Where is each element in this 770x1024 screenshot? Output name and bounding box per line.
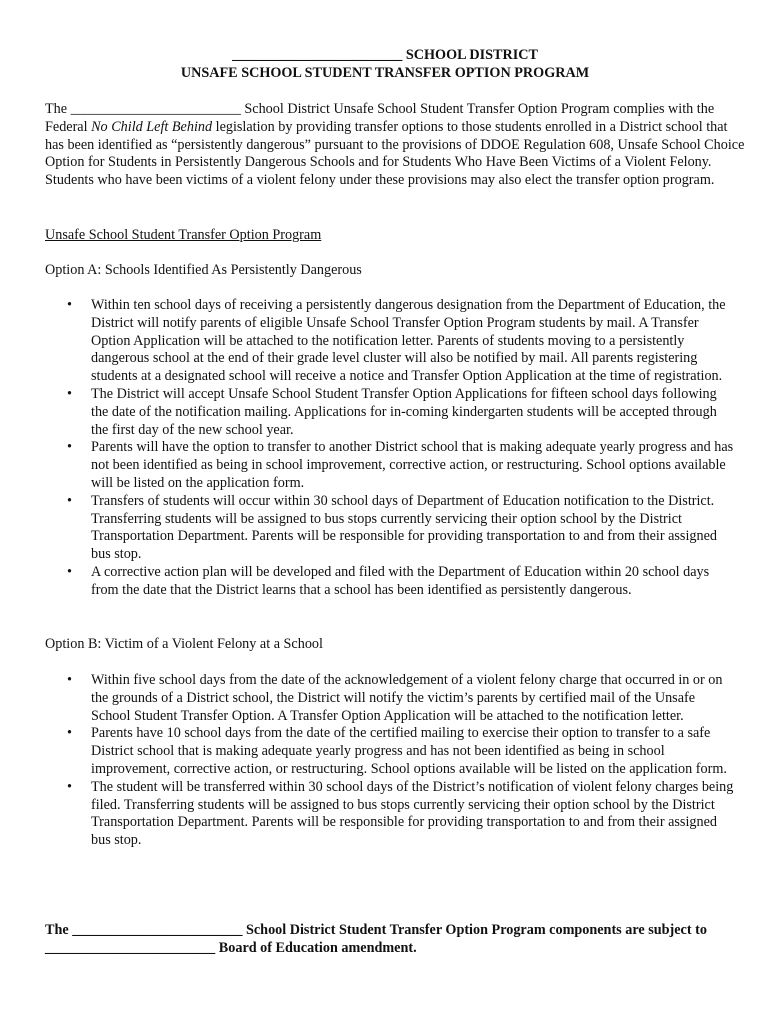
list-item-text: The District will accept Unsafe School Student Transfer Option Applications for fifteen school days following the date of the notification mailing. Applications for in-coming kindergarten students will be accepted through the first day of the new school year.	[91, 385, 717, 438]
list-item-text: The student will be transferred within 30 school days of the District’s notification of violent felony charges being filed. Transferring students will be assigned to bus stops currently servicing their option school by the District Transportation Department. Parents will be responsible for providing transportation to and from their assigned bus stop.	[91, 778, 734, 849]
list-item-text: Within ten school days of receiving a persistently dangerous designation from the Department of Education, the District will notify parents of eligible Unsafe School Transfer Option Program students by mail. A Transfer Option Application will be attached to the notification letter. Parents of students moving to a persistently dangerous school at the end of their grade level cluster will also be notified by mail. All parents registering students at a designated school will receive a notice and Transfer Option Application at the time of registration.	[91, 297, 726, 385]
list-item-text: A corrective action plan will be developed and filed with the Department of Education within 20 school days from the date that the District learns that a school has been identified as persistently dangerous.	[91, 563, 710, 598]
district-title: ________________________ SCHOOL DISTRICT	[232, 47, 538, 63]
list-item	[45, 725, 735, 778]
list-item-text: Transfers of students will occur within 30 school days of Department of Education notification to the District. Transferring students will be assigned to bus stops currently servicing their option school by the District Transportation Department. Parents will be responsible for providing transportation to and from their assigned bus stop.	[91, 492, 717, 563]
bullet-icon: •	[67, 563, 72, 580]
bullet-icon: •	[67, 778, 72, 795]
bullet-icon: •	[67, 297, 72, 313]
bullet-icon: •	[67, 492, 72, 509]
list-item-text: Parents will have the option to transfer to another District school that is making adequate yearly progress and has not been identified as being in school improvement, corrective action, or restructuring. School options available will be listed on the application form.	[91, 439, 734, 491]
option-a-heading: Option A: Schools Identified As Persistently Dangerous	[45, 262, 362, 278]
list-item	[45, 386, 735, 439]
program-title: UNSAFE SCHOOL STUDENT TRANSFER OPTION PROGRAM	[180, 65, 590, 81]
list-item	[45, 297, 735, 386]
list-item-text: Parents have 10 school days from the date of the certified mailing to exercise their option to transfer to a safe District school that is making adequate yearly progress and has not been identified as being in school improvement, corrective action, or restructuring. School options available will be listed on the application form.	[91, 725, 727, 777]
bullet-icon: •	[67, 672, 72, 688]
list-item	[45, 779, 735, 850]
list-item-text: Within five school days from the date of the acknowledgement of a violent felony charge that occurred in or on the grounds of a District school, the District will notify the victim’s parents by certified mail of the Unsafe School Student Transfer Option. A Transfer Option Application will be attached to the notification letter.	[91, 672, 723, 724]
intro-italic-legislation: No Child Left Behind	[91, 118, 213, 135]
footer-statement: The ________________________ School District Student Transfer Option Program components are subject to ________________________ Board of Education amendment.	[45, 922, 707, 956]
intro-text-1: The ________________________ School District Unsafe School Student Transfer Option Program complies with the Federal	[45, 101, 715, 135]
intro-paragraph	[45, 101, 745, 190]
intro-text-2: legislation by providing transfer options to those students enrolled in a District school that has been identified as “persistently dangerous” pursuant to the provisions of DDOE Regulation 608, Unsafe School Choice Option for Students in Persistently Dangerous Schools and for Students Who Have Been Victims of a Violent Felony. Students who have been victims of a violent felony under these provisions may also elect the transfer option program.	[45, 118, 745, 189]
list-item	[45, 564, 735, 600]
option-b-list	[45, 672, 735, 850]
bullet-icon: •	[67, 439, 72, 456]
list-item	[45, 439, 735, 492]
bullet-icon: •	[67, 385, 72, 402]
list-item	[45, 672, 735, 725]
list-item	[45, 493, 735, 564]
bullet-icon: •	[67, 725, 72, 742]
option-a-list	[45, 297, 735, 600]
section-heading: Unsafe School Student Transfer Option Program	[45, 227, 322, 243]
option-b-heading: Option B: Victim of a Violent Felony at a School	[45, 636, 323, 652]
